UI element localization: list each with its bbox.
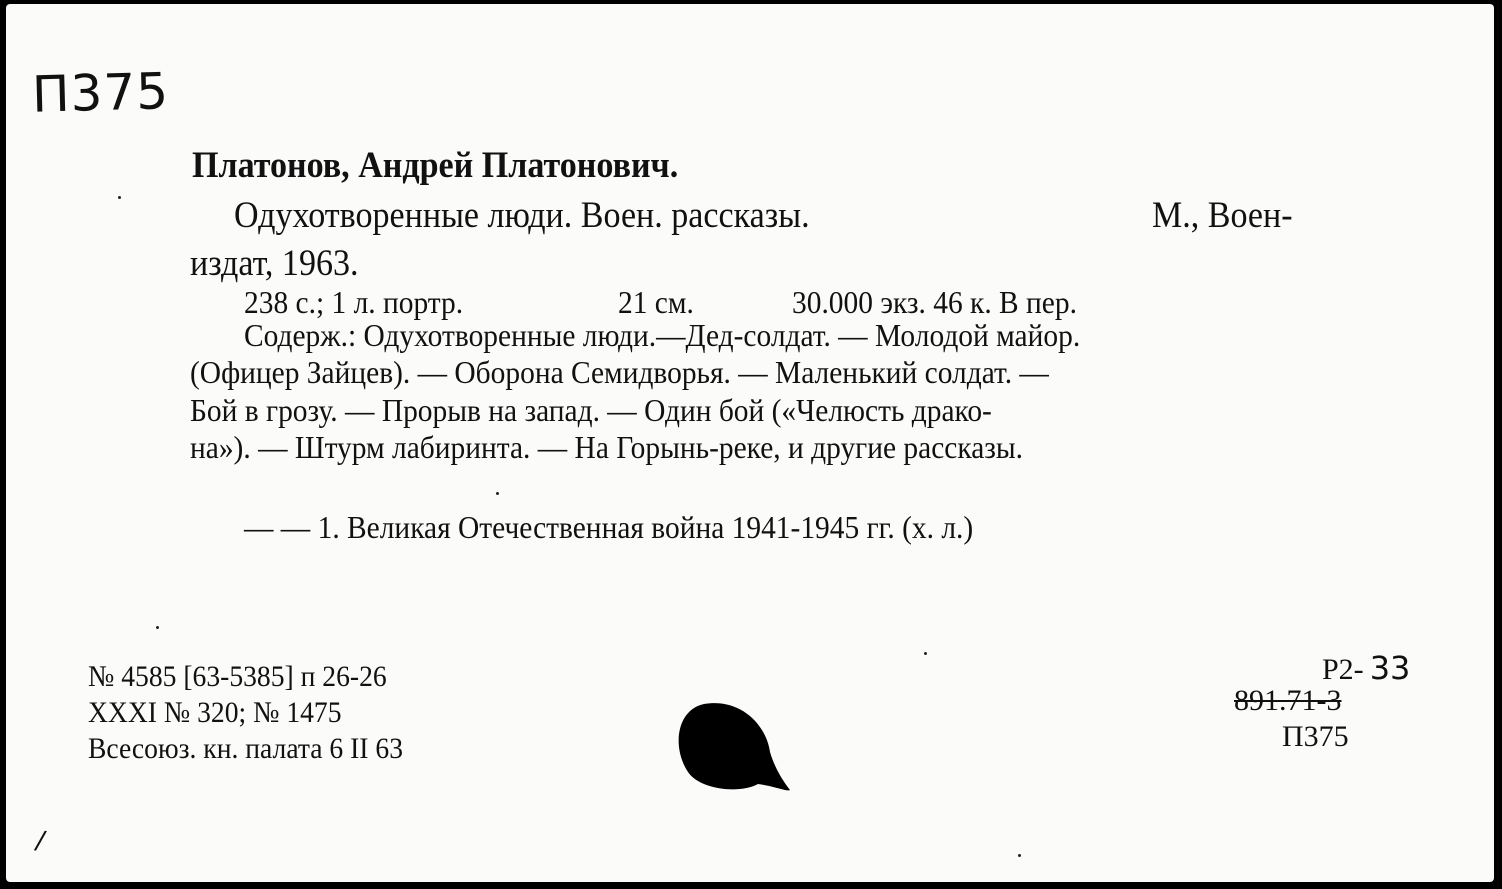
contents-line: Содерж.: Одухотворенные люди.—Дед-солдат. — Молодой майор. xyxy=(244,317,1081,353)
subject-heading: — — 1. Великая Отечественная война 1941-1945 гг. (х. л.) xyxy=(244,509,974,545)
footer-line: № 4585 [63-5385] п 26-26 xyxy=(88,660,387,693)
collation-size: 21 см. xyxy=(618,284,694,320)
shelf-call-number: П375 xyxy=(1282,720,1349,753)
contents-line: Бой в грозу. — Прорыв на запад. — Один бой («Челюсть драко- xyxy=(190,392,992,428)
speck xyxy=(924,652,927,655)
handwritten-call-number: П375 xyxy=(31,62,170,124)
punch-hole xyxy=(670,696,794,796)
shelf-code-printed: Р2- xyxy=(1322,653,1364,686)
contents-line: (Офицер Зайцев). — Оборона Семидворья. — Маленький солдат. — xyxy=(190,354,1049,390)
catalog-card xyxy=(6,4,1494,882)
speck xyxy=(118,196,121,199)
collation-pages: 238 с.; 1 л. портр. xyxy=(244,284,464,320)
contents-line: на»). — Штурм лабиринта. — На Горынь-реке, и другие рассказы. xyxy=(190,429,1024,465)
struck-classification: 891.71-3 xyxy=(1234,684,1342,717)
speck xyxy=(496,492,499,495)
corner-mark: / xyxy=(32,825,48,857)
author-heading: Платонов, Андрей Платонович. xyxy=(192,145,679,186)
speck xyxy=(1018,854,1021,857)
shelf-code-handwritten: 33 xyxy=(1369,649,1411,687)
collation-copies-price: 30.000 экз. 46 к. В пер. xyxy=(792,284,1077,320)
footer-line: Всесоюз. кн. палата 6 II 63 xyxy=(88,732,403,765)
speck xyxy=(156,626,159,629)
shelf-code xyxy=(1322,649,1410,687)
footer-line: XXXI № 320; № 1475 xyxy=(88,696,342,729)
title-line-1: Одухотворенные люди. Воен. рассказы. xyxy=(234,195,810,236)
title-line-2: издат, 1963. xyxy=(190,243,359,284)
imprint-place: М., Воен- xyxy=(1152,195,1293,236)
